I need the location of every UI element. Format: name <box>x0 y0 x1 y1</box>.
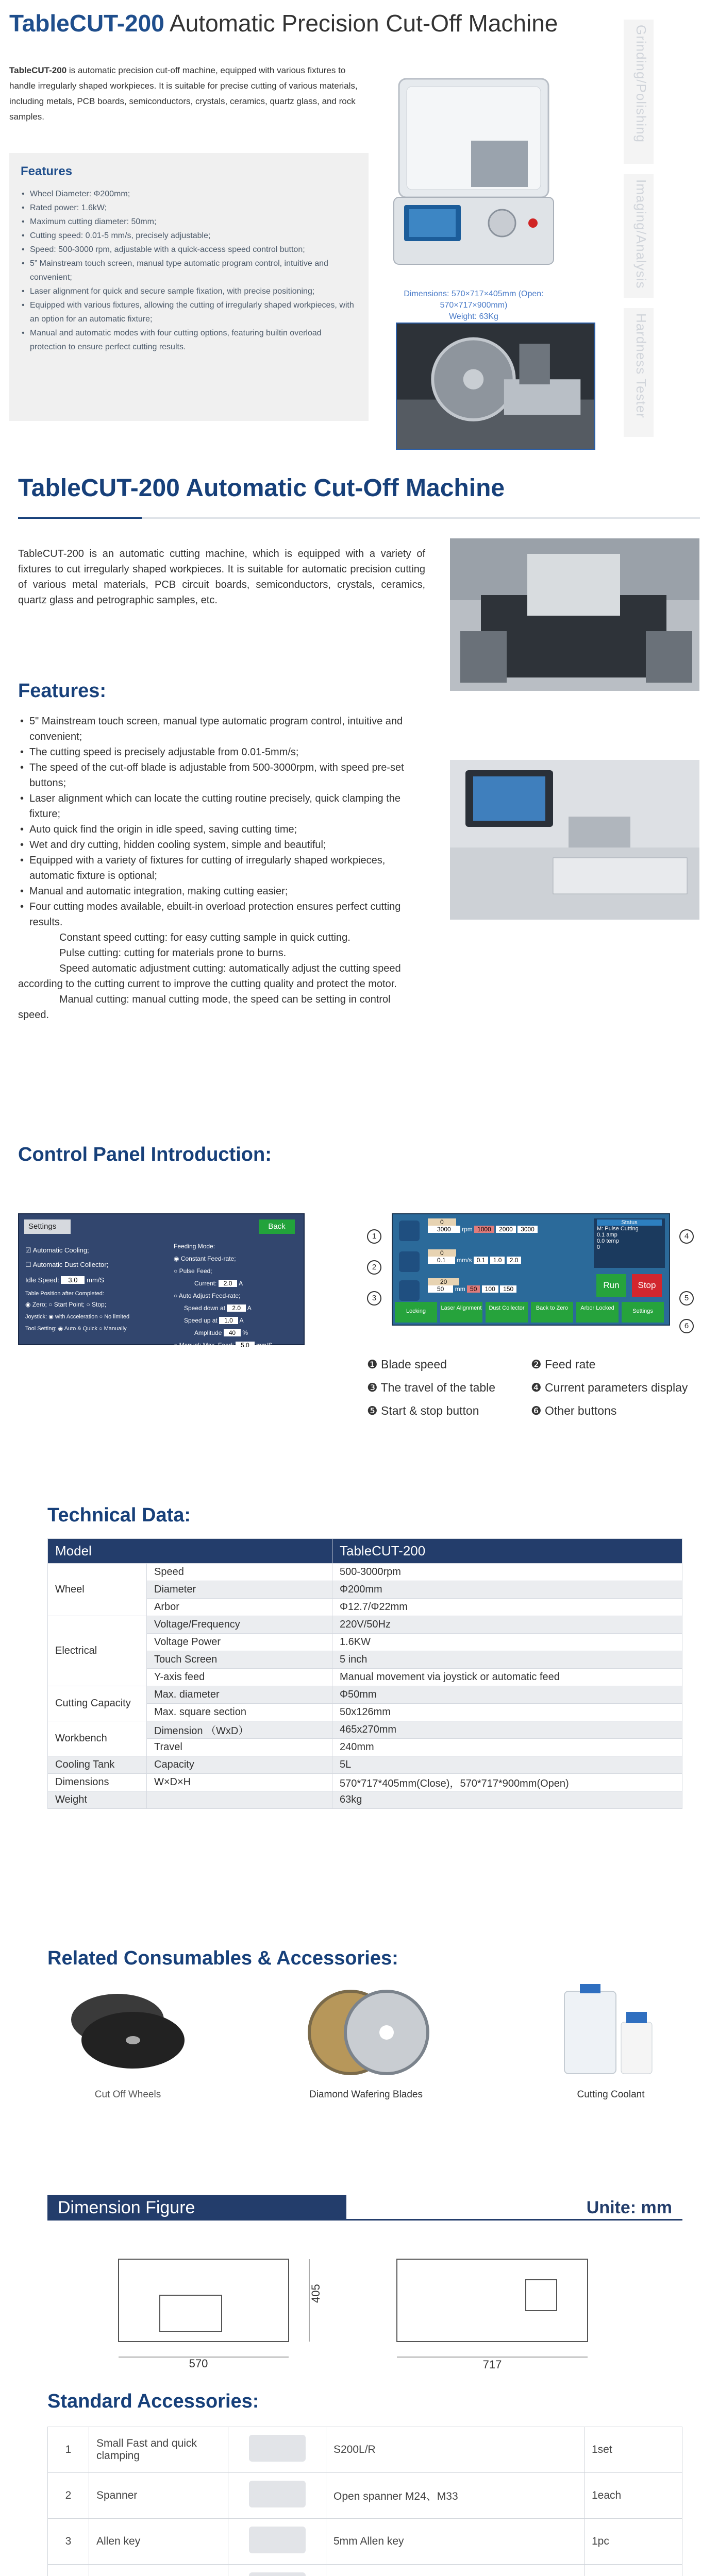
width-label: 570 <box>189 2357 208 2370</box>
feed-row[interactable]: 0 0.1 mm/s 0.1 1.0 2.0 <box>428 1249 521 1264</box>
consumables-title: Related Consumables & Accessories: <box>47 1947 398 1969</box>
feature-item: • Wheel Diameter: Φ200mm; <box>21 187 357 201</box>
legend-table-travel: ❸ The travel of the table <box>367 1381 496 1394</box>
blade-speed-icon <box>399 1221 420 1241</box>
product-intro: TableCUT-200 is automatic precision cut-off machine, equipped with various fixtures to handle irregularly shaped workpieces. It is suitable for precise cutting of various materials, including metals, PCB boards, semiconductors, crystals, ceramics, quartz glass, and rock samples. <box>9 65 358 122</box>
standard-accessories-table <box>47 2427 682 2576</box>
legend-current-params: ❹ Current parameters display <box>531 1381 688 1394</box>
settings-button[interactable]: Settings <box>622 1302 664 1323</box>
machine-photo[interactable] <box>389 66 559 277</box>
feature-item: • Rated power: 1.6kW; <box>21 201 357 215</box>
run-button[interactable]: Run <box>596 1274 626 1297</box>
table-row: Wheel Speed 500-3000rpm <box>48 1564 682 1581</box>
status-display: Status M: Pulse Cutting 0.1 amp 0.0 temp 0 <box>594 1218 665 1268</box>
table-row: 2 Spanner Open spanner M24、M33 1each <box>48 2473 682 2519</box>
side-view-drawing <box>381 2239 624 2372</box>
travel-icon <box>399 1280 420 1301</box>
bottom-button-bar <box>393 1302 669 1325</box>
section-description: TableCUT-200 is an automatic cutting machine, which is equipped with a variety of fixtures to cut irregularly shaped workpieces. It is suitable for automatic precision cutting of various metal materials, PCB circuit boards, semiconductors, crystals, ceramics, quartz glass and petrographic samples, etc. <box>18 548 425 606</box>
front-view-drawing <box>103 2239 345 2372</box>
feed-rate-icon <box>399 1251 420 1272</box>
dimension-figure-title: Dimension Figure <box>47 2195 346 2221</box>
idle-speed-field[interactable]: Idle Speed: 3.0 mm/S <box>25 1276 105 1284</box>
locking-button[interactable]: Locking <box>395 1302 437 1323</box>
product-title: TableCUT-200 Automatic Precision Cut-Off Machine <box>9 10 558 37</box>
feature-item: • Cutting speed: 0.01-5 mm/s, precisely adjustable; <box>21 229 357 243</box>
standard-accessories-title: Standard Accessories: <box>47 2391 259 2412</box>
table-row: 3 Allen key 5mm Allen key 1pc <box>48 2519 682 2565</box>
arbor-locked-button[interactable]: Arbor Locked <box>576 1302 619 1323</box>
feature-item: • 5" Mainstream touch screen, manual type automatic program control, intuitive and convenient; <box>18 714 420 744</box>
diamond-blades-label: Diamond Wafering Blades <box>309 2089 423 2100</box>
table-row: Max. square section 50x126mm <box>48 1704 682 1721</box>
table-row: Weight 63kg <box>48 1791 682 1809</box>
spanner-image <box>249 2481 306 2507</box>
settings-panel-screenshot <box>18 1213 305 1349</box>
dimension-unit: Unite: mm <box>586 2198 672 2217</box>
mode-item: Pulse cutting: cutting for materials prone to burns. <box>59 947 287 959</box>
cutting-fixture-photo[interactable] <box>396 323 595 450</box>
table-row: Touch Screen 5 inch <box>48 1651 682 1669</box>
technical-data-title: Technical Data: <box>47 1504 191 1526</box>
feature-item: • The cutting speed is precisely adjustable from 0.01-5mm/s; <box>18 744 420 760</box>
feature-item: • Speed: 500-3000 rpm, adjustable with a quick-access speed control button; <box>21 243 357 257</box>
machine-closeup-photo[interactable] <box>450 538 699 691</box>
main-panel-screenshot <box>392 1213 670 1326</box>
table-row: Cutting Capacity Max. diameter Φ50mm <box>48 1686 682 1704</box>
back-to-zero-button[interactable]: Back to Zero <box>531 1302 573 1323</box>
table-row: Y-axis feed Manual movement via joystick or automatic feed <box>48 1669 682 1686</box>
auto-dust-checkbox[interactable]: ☐ Automatic Dust Collector; <box>25 1261 109 1268</box>
clamping-image <box>249 2435 306 2462</box>
marker-1: 1 <box>367 1229 381 1244</box>
table-row: Arbor Φ12.7/Φ22mm <box>48 1599 682 1616</box>
legend-start-stop: ❺ Start & stop button <box>367 1404 479 1417</box>
side-category-tabs <box>624 20 654 442</box>
control-panel-title: Control Panel Introduction: <box>18 1144 272 1165</box>
feeding-mode-options[interactable]: Feeding Mode: ◉ Constant Feed-rate; ○ Pulse Feed; Current: 2.0 A ○ Auto Adjust Feed-rate; Speed down at 2.0 A Speed up at 1.0 A Amplitude 40 % ○ Manual; Max. Feed: 5.0 mm/S <box>174 1243 273 1349</box>
settings-label: Settings <box>24 1219 71 1234</box>
marker-4: 4 <box>679 1229 694 1244</box>
table-header-model: Model <box>48 1539 332 1564</box>
mode-item: Speed automatic adjustment cutting: automatically adjust the cutting speed according to the cutting current to improve the cutting quality and protect the motor. <box>18 963 401 990</box>
stop-button[interactable]: Stop <box>632 1274 662 1297</box>
feature-item: • Laser alignment which can locate the cutting routine precisely, quick clamping the fixture; <box>18 791 420 822</box>
feature-item: • Equipped with various fixtures, allowing the cutting of irregularly shaped workpieces, with an option for an automatic fixture; <box>21 298 357 326</box>
section-title: TableCUT-200 Automatic Cut-Off Machine <box>18 474 505 502</box>
marker-6: 6 <box>679 1319 694 1333</box>
side-tab-hardness[interactable]: Hardness Tester <box>624 308 654 437</box>
allen-key-image <box>249 2527 306 2553</box>
table-row: Electrical Voltage/Frequency 220V/50Hz <box>48 1616 682 1634</box>
depth-label: 717 <box>482 2358 502 2371</box>
cut-off-wheels-image[interactable] <box>61 1989 195 2081</box>
auto-cooling-checkbox[interactable]: ☑ Automatic Cooling; <box>25 1246 89 1254</box>
dimension-caption: Dimensions: 570×717×405mm (Open: 570×717×900mm) Weight: 63Kg <box>404 290 544 321</box>
tool-setting-options[interactable]: Tool Setting: ◉ Auto & Quick ○ Manually <box>25 1326 127 1332</box>
side-tab-grinding[interactable]: Grinding/Polishing <box>624 20 654 164</box>
table-row: 1 Small Fast and quick clamping S200L/R 1set <box>48 2427 682 2473</box>
table-row: Diameter Φ200mm <box>48 1581 682 1599</box>
laser-alignment-button[interactable]: Laser Alignment <box>440 1302 482 1323</box>
legend-other-buttons: ❻ Other buttons <box>531 1404 617 1417</box>
feature-item: • Auto quick find the origin in idle speed, saving cutting time; <box>18 822 420 837</box>
table-position-label: Table Position after Completed: <box>25 1291 104 1297</box>
table-header-value: TableCUT-200 <box>332 1539 682 1564</box>
marker-3: 3 <box>367 1291 381 1306</box>
joystick-options[interactable]: Joystick: ◉ with Acceleration ○ No limited <box>25 1314 130 1320</box>
table-row: Travel 240mm <box>48 1739 682 1756</box>
feature-item: • 5” Mainstream touch screen, manual type automatic program control, intuitive and convenient; <box>21 257 357 284</box>
rpm-row[interactable]: 0 3000 rpm 1000 2000 3000 <box>428 1218 538 1233</box>
legend-feed-rate: ❷ Feed rate <box>531 1358 596 1371</box>
table-row <box>48 2565 682 2576</box>
feature-item: • Four cutting modes available, ebuilt-in overload protection ensures perfect cutting results. <box>18 899 420 930</box>
height-label: 405 <box>309 2284 322 2303</box>
feature-item: • The speed of the cut-off blade is adjustable from 500-3000rpm, with speed pre-set buttons; <box>18 760 420 791</box>
mode-item: Constant speed cutting: for easy cutting sample in quick cutting. <box>59 932 350 943</box>
cut-off-wheels-label: Cut Off Wheels <box>94 2089 161 2100</box>
side-tab-imaging[interactable]: Imaging/Analysis <box>624 174 654 298</box>
marker-5: 5 <box>679 1291 694 1306</box>
touchscreen-photo[interactable] <box>450 760 699 920</box>
feature-item: • Maximum cutting diameter: 50mm; <box>21 215 357 229</box>
features-heading: Features <box>21 164 73 178</box>
table-row: Voltage Power 1.6KW <box>48 1634 682 1651</box>
features-title: Features: <box>18 680 107 702</box>
feature-item: • Laser alignment for quick and secure sample fixation, with precise positioning; <box>21 284 357 298</box>
back-button[interactable]: Back <box>259 1219 295 1234</box>
cutting-coolant-image[interactable] <box>559 1981 662 2079</box>
blade-fix-image <box>249 2572 306 2576</box>
table-row: Workbench Dimension （WxD） 465x270mm <box>48 1721 682 1739</box>
section-divider-accent <box>18 517 142 519</box>
travel-row[interactable]: 20 50 mm 50 100 150 <box>428 1278 516 1293</box>
table-row: Cooling Tank Capacity 5L <box>48 1756 682 1774</box>
dimension-figure-bar <box>47 2195 682 2221</box>
features-box <box>9 153 369 421</box>
technical-data-table <box>47 1538 682 1809</box>
mode-item: Manual cutting: manual cutting mode, the speed can be setting in control speed. <box>18 994 391 1021</box>
feature-item: • Wet and dry cutting, hidden cooling system, simple and beautiful; <box>18 837 420 853</box>
diamond-blades-image[interactable] <box>294 1986 438 2079</box>
table-row: Dimensions W×D×H 570*717*405mm(Close)，570*717*900mm(Open) <box>48 1774 682 1791</box>
cutting-coolant-label: Cutting Coolant <box>577 2089 645 2100</box>
feature-item: • Manual and automatic integration, making cutting easier; <box>18 884 420 899</box>
feature-item: • Manual and automatic modes with four cutting options, featuring builtin overload protection to ensure perfect cutting results. <box>21 326 357 354</box>
table-position-options[interactable]: ◉ Zero; ○ Start Point; ○ Stop; <box>25 1301 107 1308</box>
marker-2: 2 <box>367 1260 381 1275</box>
dust-collector-button[interactable]: Dust Collector <box>486 1302 528 1323</box>
features-list <box>18 714 420 1023</box>
legend-blade-speed: ❶ Blade speed <box>367 1358 447 1371</box>
feature-item: • Equipped with a variety of fixtures for cutting of irregularly shaped workpieces, automatic fixture is optional; <box>18 853 420 884</box>
